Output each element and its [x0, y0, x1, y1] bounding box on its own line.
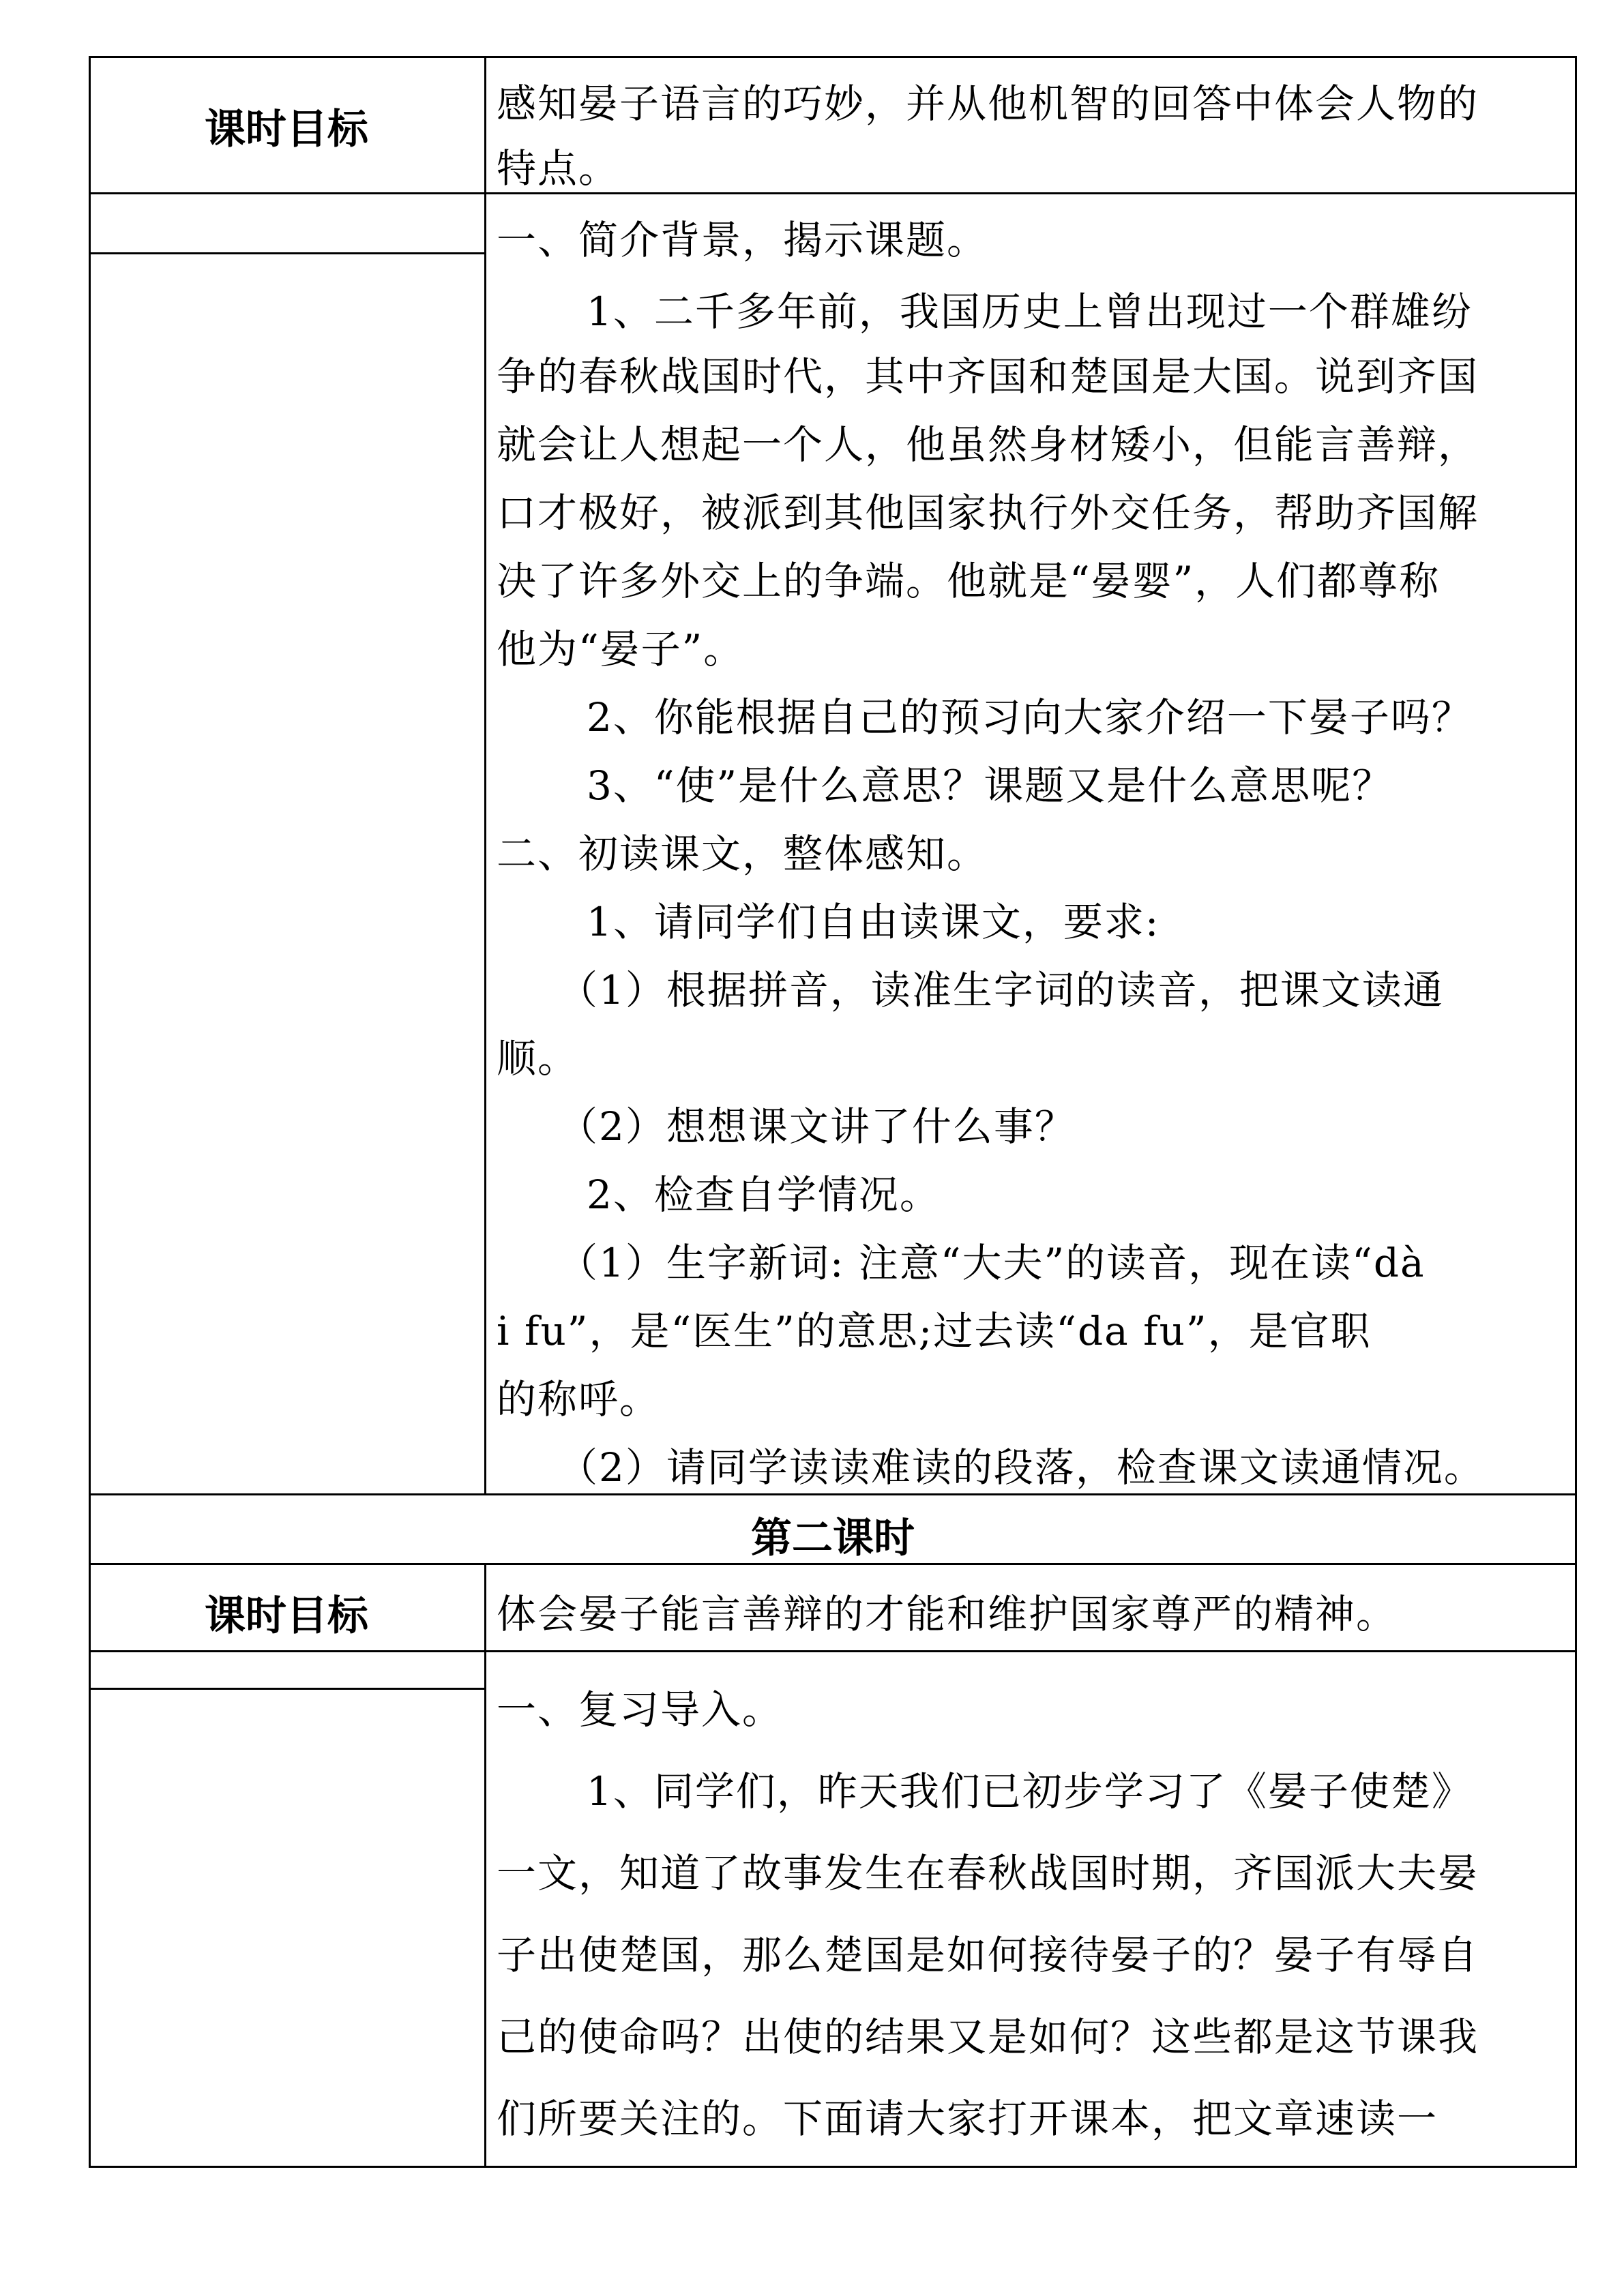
text-line: i fu”，是“医生”的意思;过去读“da fu”，是官职	[497, 1308, 1372, 1354]
text-line: 2、你能根据自己的预习向大家介绍一下晏子吗？	[587, 694, 1473, 741]
table-border-bottom	[89, 2166, 1577, 2168]
text-line: 二、初读课文，整体感知。	[497, 831, 988, 877]
text-line: 口才极好，被派到其他国家执行外交任务，帮助齐国解	[497, 490, 1479, 536]
text-line: （2）请同学读读难读的段落，检查课文读通情况。	[558, 1444, 1485, 1491]
row-divider	[89, 192, 1577, 194]
text-line: 他为“晏子”。	[497, 626, 745, 672]
goal-label: 课时目标	[205, 106, 368, 153]
text-line: 决了许多外交上的争端。他就是“晏婴”，人们都尊称	[497, 558, 1441, 604]
text-line: 1、请同学们自由读课文，要求:	[587, 899, 1160, 945]
column-divider	[484, 56, 486, 1495]
text-line: 2、检查自学情况。	[587, 1172, 941, 1218]
text-line: 争的春秋战国时代，其中齐国和楚国是大国。说到齐国	[497, 353, 1479, 400]
text-line: 们所要关注的。下面请大家打开课本，把文章速读一	[497, 2096, 1438, 2142]
table-border-top	[89, 56, 1577, 58]
row-divider	[89, 1650, 1577, 1652]
text-line: 就会让人想起一个人，他虽然身材矮小，但能言善辩，	[497, 421, 1479, 468]
text-line: 1、同学们，昨天我们已初步学习了《晏子使楚》	[587, 1768, 1473, 1815]
goal-label: 课时目标	[205, 1592, 368, 1640]
text-line: 1、二千多年前，我国历史上曾出现过一个群雄纷	[587, 288, 1473, 335]
row-divider	[89, 252, 486, 254]
text-line: 3、“使”是什么意思？课题又是什么意思呢？	[587, 762, 1393, 809]
row-divider	[89, 1493, 1577, 1495]
table-border-right	[1575, 56, 1577, 2168]
text-line: 一、复习导入。	[497, 1686, 784, 1733]
text-line: 的称呼。	[497, 1376, 661, 1422]
text-line: 一、简介背景，揭示课题。	[497, 217, 988, 263]
column-divider	[484, 1563, 486, 2168]
text-line: （1）生字新词: 注意“大夫”的读音，现在读“dà	[558, 1240, 1426, 1286]
table-border-left	[89, 56, 91, 2168]
goal-text: 体会晏子能言善辩的才能和维护国家尊严的精神。	[497, 1591, 1398, 1637]
goal-text: 特点。	[497, 145, 620, 192]
row-divider	[89, 1688, 486, 1690]
text-line: （2）想想课文讲了什么事？	[558, 1103, 1076, 1150]
section-header: 第二课时	[751, 1515, 915, 1562]
text-line: 一文，知道了故事发生在春秋战国时期，齐国派大夫晏	[497, 1850, 1479, 1896]
text-line: 己的使命吗？出使的结果又是如何？这些都是这节课我	[497, 2014, 1479, 2060]
goal-text: 感知晏子语言的巧妙，并从他机智的回答中体会人物的	[497, 80, 1479, 127]
text-line: （1）根据拼音，读准生字词的读音，把课文读通	[558, 967, 1444, 1013]
text-line: 子出使楚国，那么楚国是如何接待晏子的？晏子有辱自	[497, 1932, 1479, 1978]
text-line: 顺。	[497, 1035, 579, 1082]
